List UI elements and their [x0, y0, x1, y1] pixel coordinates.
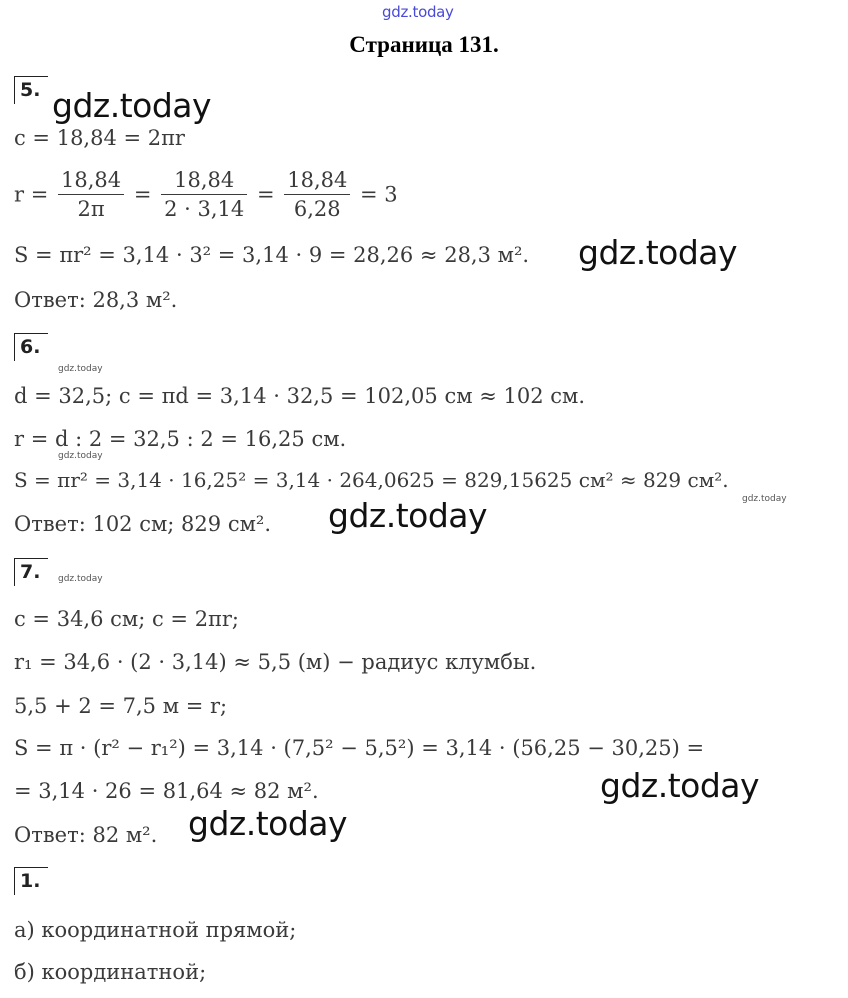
fraction-lhs: r = [14, 182, 55, 207]
watermark-small: gdz.today [58, 574, 103, 584]
task-5-line-2: r = $\frac{18,84}{2\pi}$ = $\frac{18,84}{2 \cdot 3,14}$ = $\frac{18,84}{6,28}$ = 3 [14, 168, 398, 221]
watermark-large: gdz.today [578, 233, 738, 272]
task-7-line-5: = 3,14 · 26 = 81,64 ≈ 82 м². [14, 779, 319, 803]
watermark-small: gdz.today [58, 364, 103, 374]
watermark-small: gdz.today [742, 494, 787, 504]
watermark-large: gdz.today [52, 86, 212, 125]
task-1-number: 1. [14, 867, 48, 895]
task-7-line-3: 5,5 + 2 = 7,5 м = r; [14, 694, 228, 718]
watermark-large: gdz.today [600, 766, 760, 805]
task-1-line-a: а) координатной прямой; [14, 918, 297, 942]
task-6-answer: Ответ: 102 см; 829 см². [14, 512, 272, 536]
watermark-large: gdz.today [328, 496, 488, 535]
task-6-line-2: r = d : 2 = 32,5 : 2 = 16,25 см. [14, 427, 347, 451]
task-5-line-3: S = πr² = 3,14 · 3² = 3,14 · 9 = 28,26 ≈ 28,3 м². [14, 243, 530, 267]
task-7-line-2: r₁ = 34,6 · (2 · 3,14) ≈ 5,5 (м) − радиус клумбы. [14, 650, 537, 674]
task-5-number: 5. [14, 76, 48, 104]
page-title: Страница 131. [349, 32, 499, 57]
task-7-answer: Ответ: 82 м². [14, 823, 158, 847]
watermark-top: gdz.today [382, 3, 454, 21]
task-1-line-b: б) координатной; [14, 960, 207, 984]
task-5-line-1: c = 18,84 = 2πr [14, 126, 185, 150]
fraction-3: $\frac{18,84}{6,28}$ [284, 166, 350, 223]
task-6-line-3: S = πr² = 3,14 · 16,25² = 3,14 · 264,0625 = 829,15625 см² ≈ 829 см². [14, 468, 729, 492]
fraction-2: $\frac{18,84}{2 \cdot 3,14}$ [161, 166, 247, 223]
watermark-small: gdz.today [58, 451, 103, 461]
fraction-1: $\frac{18,84}{2\pi}$ [58, 166, 124, 223]
task-5-answer: Ответ: 28,3 м². [14, 288, 178, 312]
task-6-line-1: d = 32,5; c = πd = 3,14 · 32,5 = 102,05 см ≈ 102 см. [14, 384, 586, 408]
task-7-line-4: S = π · (r² − r₁²) = 3,14 · (7,5² − 5,5²) = 3,14 · (56,25 − 30,25) = [14, 736, 705, 760]
watermark-large: gdz.today [188, 804, 348, 843]
task-7-number: 7. [14, 558, 48, 586]
task-6-number: 6. [14, 333, 48, 361]
task-7-line-1: c = 34,6 см; c = 2πr; [14, 607, 239, 631]
